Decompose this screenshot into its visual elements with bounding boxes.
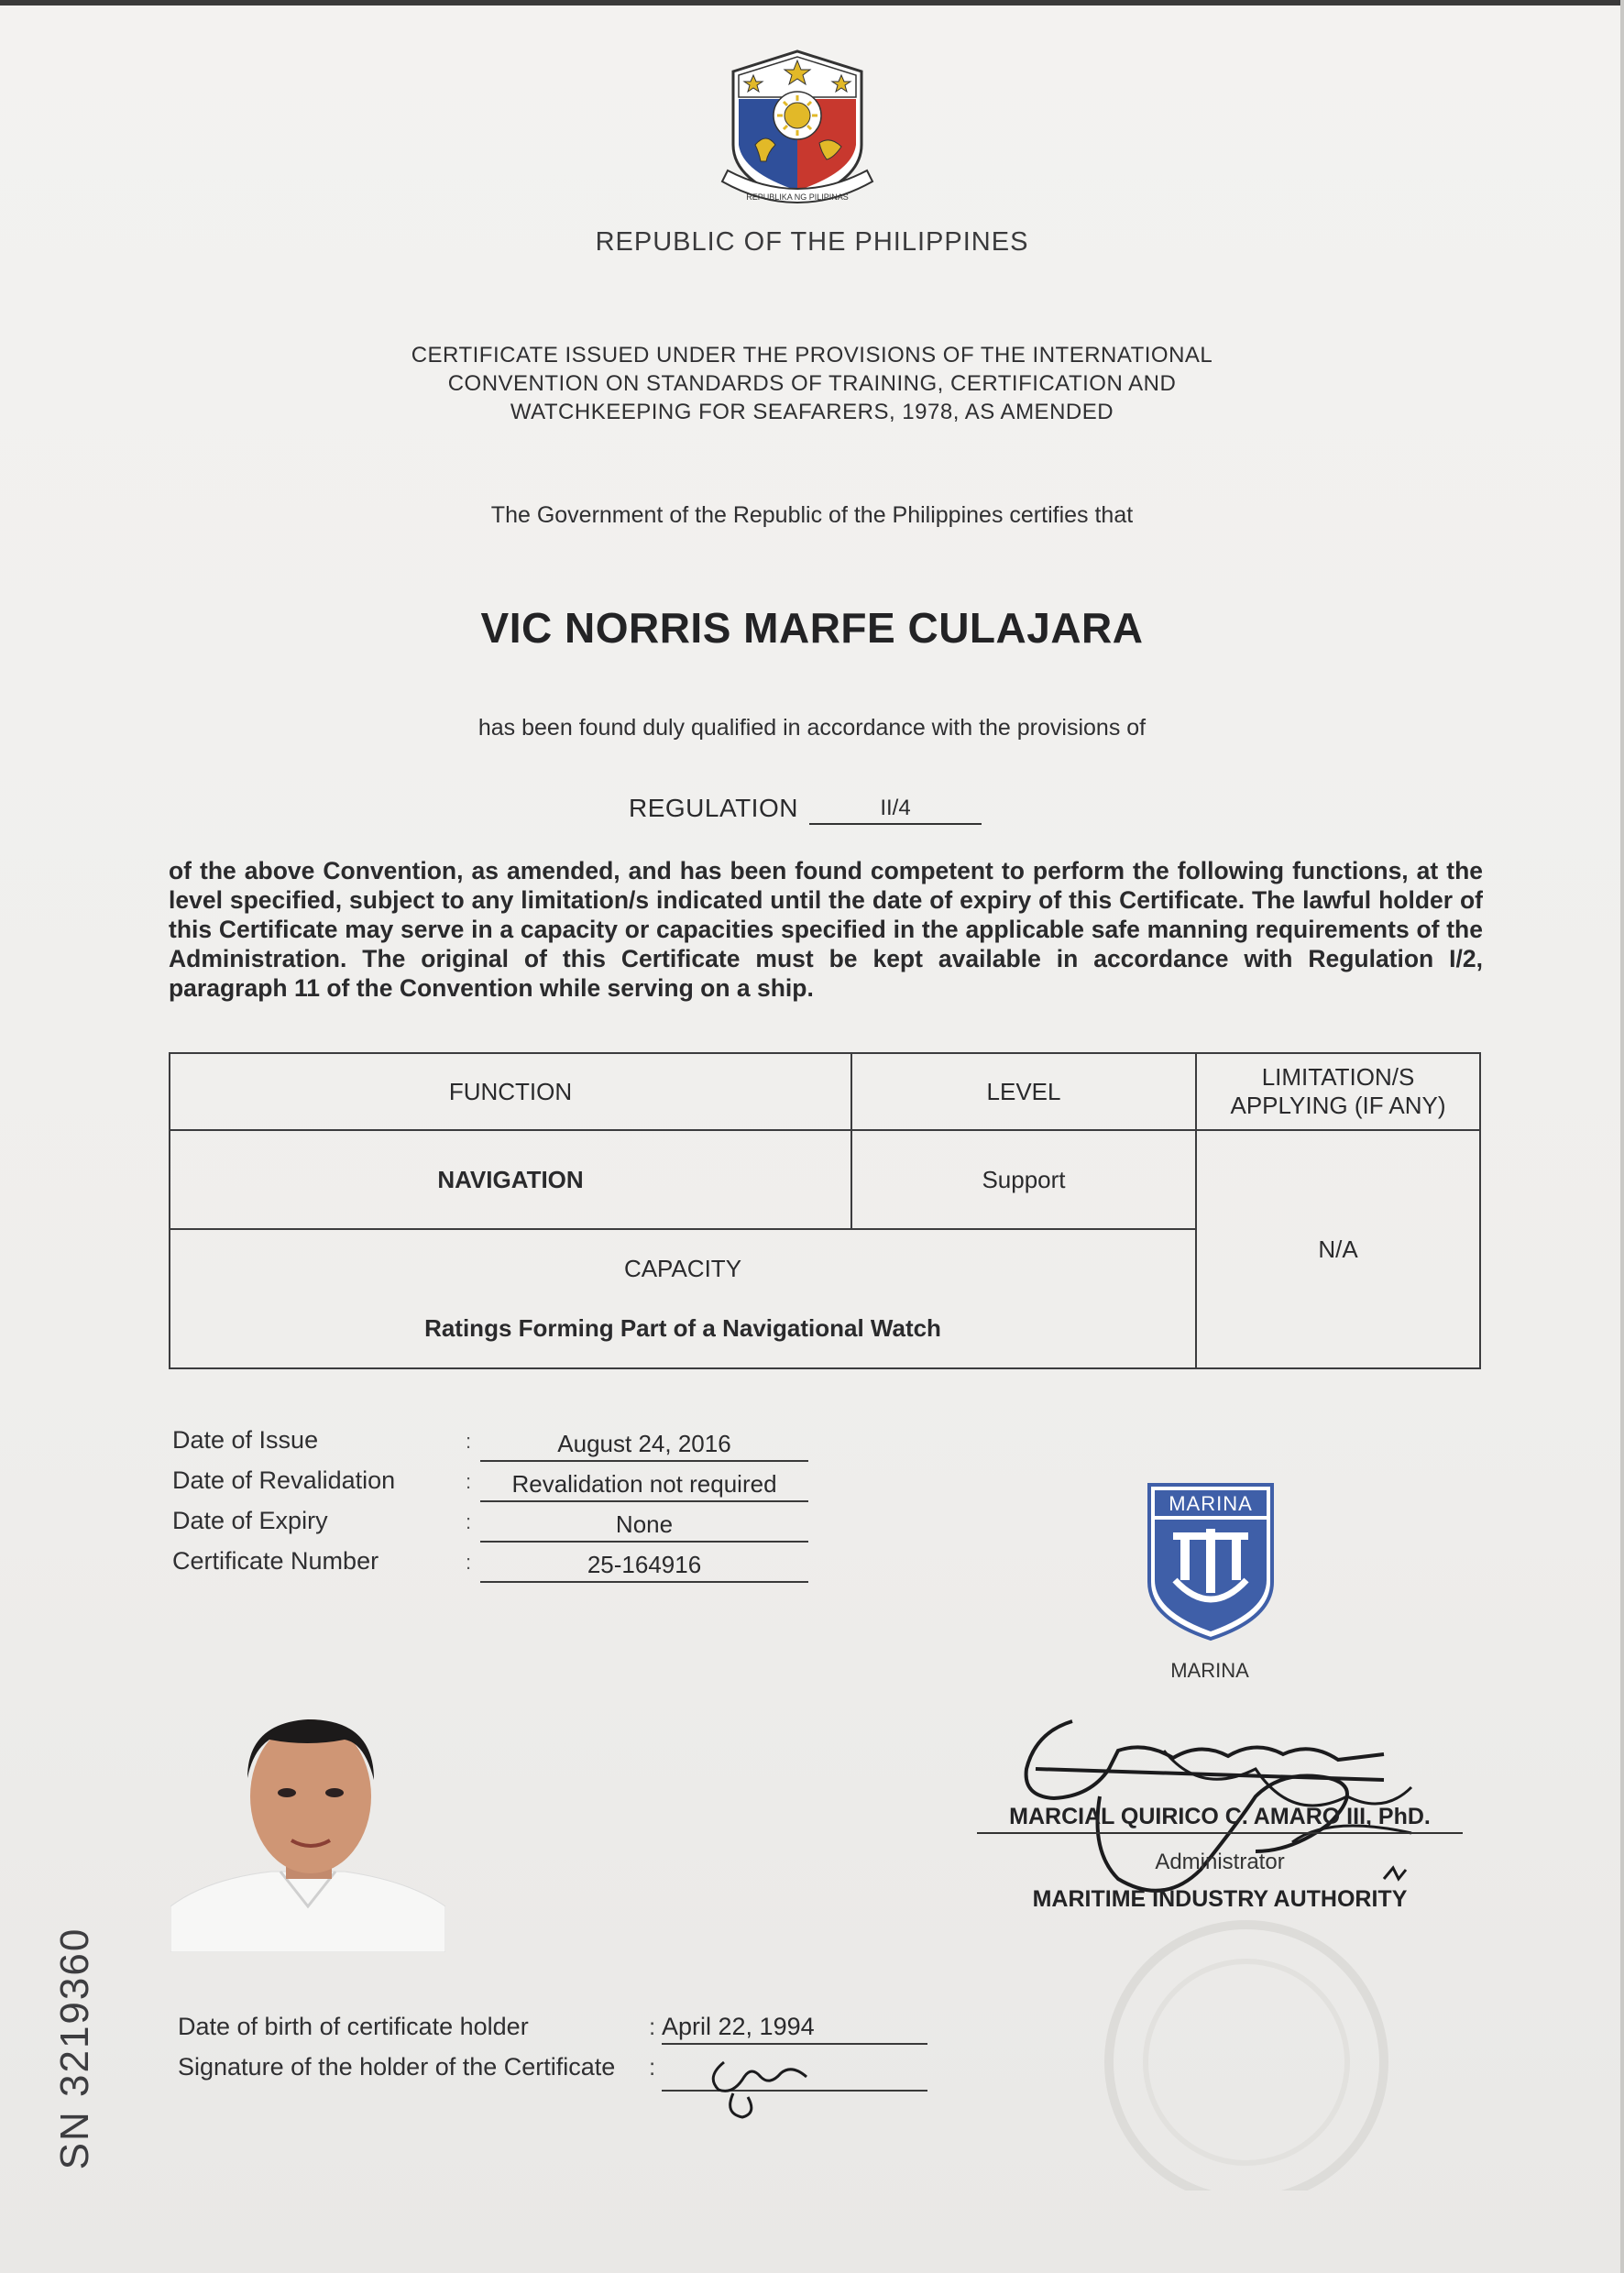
serial-number (38, 1916, 112, 2191)
cert-number-label: Certificate Number (172, 1547, 379, 1575)
right-edge (1620, 0, 1624, 2273)
expiry-label: Date of Expiry (172, 1507, 328, 1534)
limitation-header: LIMITATION/S APPLYING (IF ANY) (1196, 1053, 1480, 1130)
function-value: NAVIGATION (170, 1130, 851, 1229)
serial-number-text: SN 3219360 (52, 1927, 97, 2170)
svg-text:REPUBLIKA NG PILIPINAS: REPUBLIKA NG PILIPINAS (746, 192, 849, 202)
qualified-text: has been found duly qualified in accordance with the provisions of (477, 715, 1147, 741)
embossed-seal-icon (1081, 1916, 1411, 2191)
issue-value: August 24, 2016 (480, 1430, 808, 1462)
issue-label: Date of Issue (172, 1426, 319, 1454)
holder-signature-colon: : (649, 2053, 656, 2081)
limitation-value: N/A (1196, 1130, 1480, 1368)
dob-value: April 22, 1994 (662, 2013, 927, 2045)
philippine-seal-icon (715, 44, 880, 224)
holder-signature-icon (697, 2049, 825, 2123)
revalidation-colon: : (466, 1470, 472, 1493)
revalidation-value: Revalidation not required (480, 1470, 808, 1502)
republic-title: REPUBLIC OF THE PHILIPPINES (595, 227, 1029, 257)
certifies-text: The Government of the Republic of the Philippines certifies that (490, 502, 1134, 528)
regulation-value: II/4 (809, 796, 982, 825)
convention-paragraph: of the above Convention, as amended, and has been found competent to perform the following functions, at the level specified, subject to any limitation/s indicated until the date of expiry of this Certificate. The lawful holder of this Certificate may serve in a capacity or capacities specified in the applicable safe manning requirements of the Administration. The original of this Certificate must be kept available in accordance with Regulation I/2, paragraph 11 of the Convention while serving on a ship. (169, 857, 1483, 1002)
level-header: LEVEL (851, 1053, 1196, 1130)
expiry-value: None (480, 1510, 808, 1543)
capacity-value: Ratings Forming Part of a Navigational Watch (424, 1314, 941, 1342)
top-edge (0, 0, 1624, 5)
marina-label: MARINA (1170, 1659, 1249, 1682)
svg-text:MARINA: MARINA (1169, 1492, 1253, 1515)
cert-number-value: 25-164916 (480, 1551, 808, 1583)
marina-logo-icon (1146, 1481, 1276, 1642)
signatory-title: Administrator (1155, 1850, 1285, 1874)
dob-label: Date of birth of certificate holder (178, 2013, 529, 2040)
header-line-1: CERTIFICATE ISSUED UNDER THE PROVISIONS OF THE INTERNATIONAL (411, 343, 1213, 368)
revalidation-label: Date of Revalidation (172, 1466, 396, 1494)
cert-number-colon: : (466, 1551, 472, 1574)
issue-colon: : (466, 1430, 472, 1453)
issuing-authority: MARITIME INDUSTRY AUTHORITY (1032, 1886, 1408, 1912)
signatory-name: MARCIAL QUIRICO C. AMARO III, PhD. (977, 1804, 1463, 1834)
function-header: FUNCTION (170, 1053, 851, 1130)
dob-colon: : (649, 2013, 656, 2040)
holder-photo (170, 1631, 445, 1952)
level-value: Support (851, 1130, 1196, 1229)
capacity-header: CAPACITY (623, 1255, 742, 1282)
header-line-3: WATCHKEEPING FOR SEAFARERS, 1978, AS AMENDED (510, 400, 1114, 424)
regulation-label: REGULATION (629, 794, 798, 822)
capacity-cell (170, 1229, 1196, 1368)
holder-signature-label: Signature of the holder of the Certificate (178, 2053, 616, 2081)
expiry-colon: : (466, 1510, 472, 1533)
functions-table (169, 1052, 1481, 1369)
certificate-header (275, 341, 1349, 426)
holder-name: VIC NORRIS MARFE CULAJARA (480, 604, 1144, 652)
header-line-2: CONVENTION ON STANDARDS OF TRAINING, CERTIFICATION AND (447, 371, 1177, 396)
